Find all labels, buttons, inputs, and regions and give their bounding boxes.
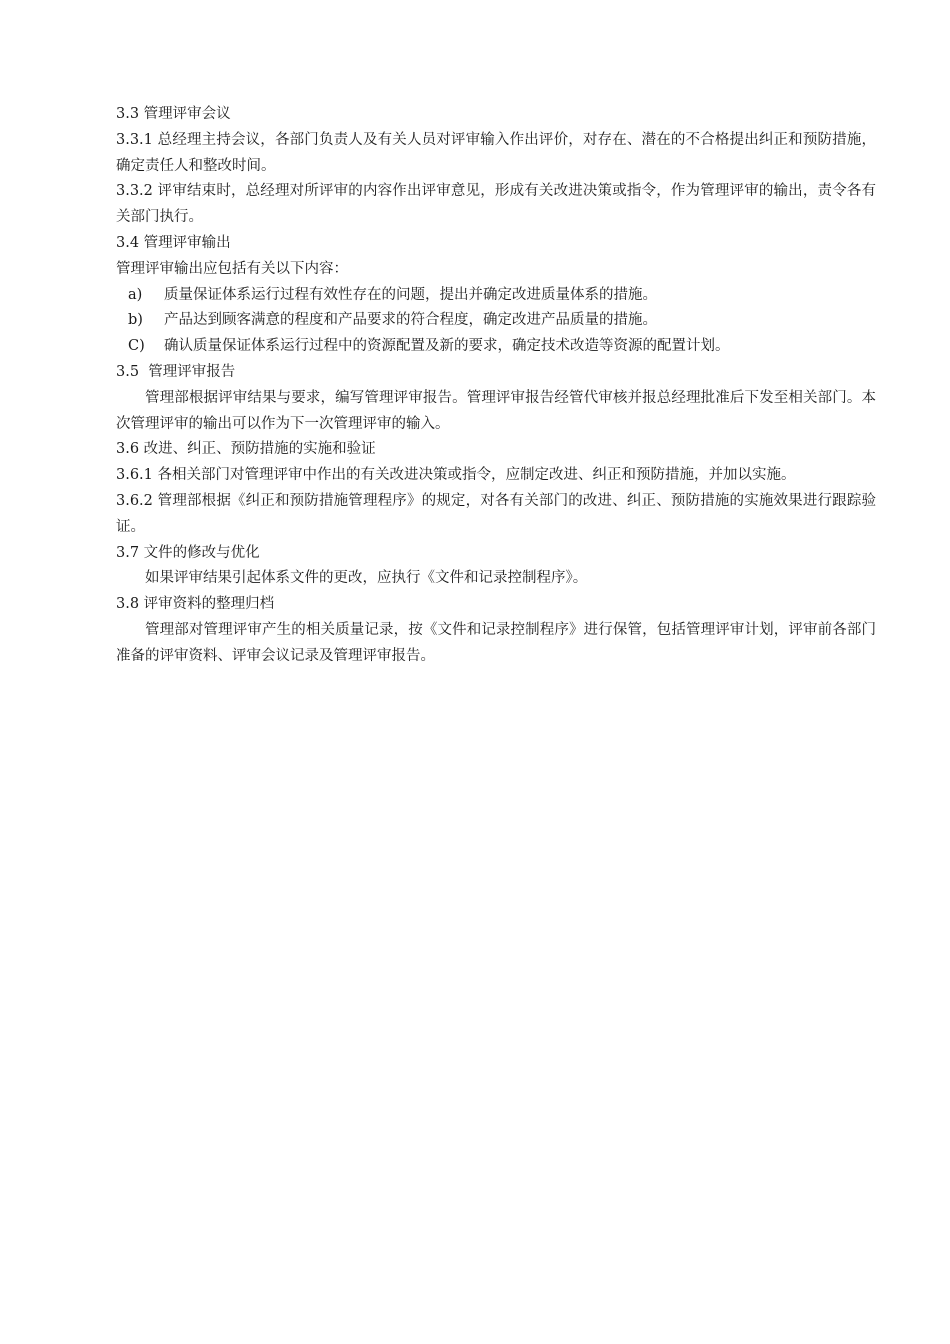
list-item — [116, 308, 876, 334]
document-page — [116, 102, 876, 670]
list-marker: C) — [128, 338, 145, 355]
paragraph-3-3-2: 3.3.2 评审结束时，总经理对所评审的内容作出评审意见，形成有关改进决策或指令，作为管理评审的输出，责令各有关部门执行。 — [116, 183, 876, 226]
section-heading-3-8: 3.8 评审资料的整理归档 — [116, 596, 275, 613]
section-heading-3-5: 3.5 管理评审报告 — [116, 363, 236, 380]
paragraph-3-6-2: 3.6.2 管理部根据《纠正和预防措施管理程序》的规定，对各有关部门的改进、纠正、预防措施的实施效果进行跟踪验证。 — [116, 492, 876, 535]
paragraph-3-4-intro: 管理评审输出应包括有关以下内容： — [116, 260, 348, 277]
section-heading-3-6: 3.6 改进、纠正、预防措施的实施和验证 — [116, 441, 376, 458]
section-heading-3-4: 3.4 管理评审输出 — [116, 234, 231, 251]
list-item — [116, 283, 876, 309]
paragraph-3-7: 如果评审结果引起体系文件的更改，应执行《文件和记录控制程序》。 — [145, 570, 588, 587]
section-heading-3-3: 3.3 管理评审会议 — [116, 106, 231, 122]
list-item-text: 产品达到顾客满意的程度和产品要求的符合程度，确定改进产品质量的措施。 — [164, 312, 657, 329]
list-item-text: 确认质量保证体系运行过程中的资源配置及新的要求，确定技术改造等资源的配置计划。 — [164, 338, 730, 355]
section-heading-3-7: 3.7 文件的修改与优化 — [116, 544, 260, 561]
list-item — [116, 334, 876, 360]
list-item-text: 质量保证体系运行过程有效性存在的问题，提出并确定改进质量体系的措施。 — [164, 286, 657, 303]
paragraph-3-3-1: 3.3.1 总经理主持会议，各部门负责人及有关人员对评审输入作出评价，对存在、潜在的不合格提出纠正和预防措施，确定责任人和整改时间。 — [116, 131, 876, 174]
paragraph-3-5: 管理部根据评审结果与要求，编写管理评审报告。管理评审报告经管代审核并报总经理批准后下发至相关部门。本次管理评审的输出可以作为下一次管理评审的输入。 — [116, 389, 876, 432]
list-marker: a) — [128, 286, 143, 303]
list-marker: b) — [128, 312, 143, 329]
paragraph-3-6-1: 3.6.1 各相关部门对管理评审中作出的有关改进决策或指令，应制定改进、纠正和预防措施，并加以实施。 — [116, 467, 796, 484]
paragraph-3-8: 管理部对管理评审产生的相关质量记录，按《文件和记录控制程序》进行保管，包括管理评审计划，评审前各部门准备的评审资料、评审会议记录及管理评审报告。 — [116, 621, 876, 664]
